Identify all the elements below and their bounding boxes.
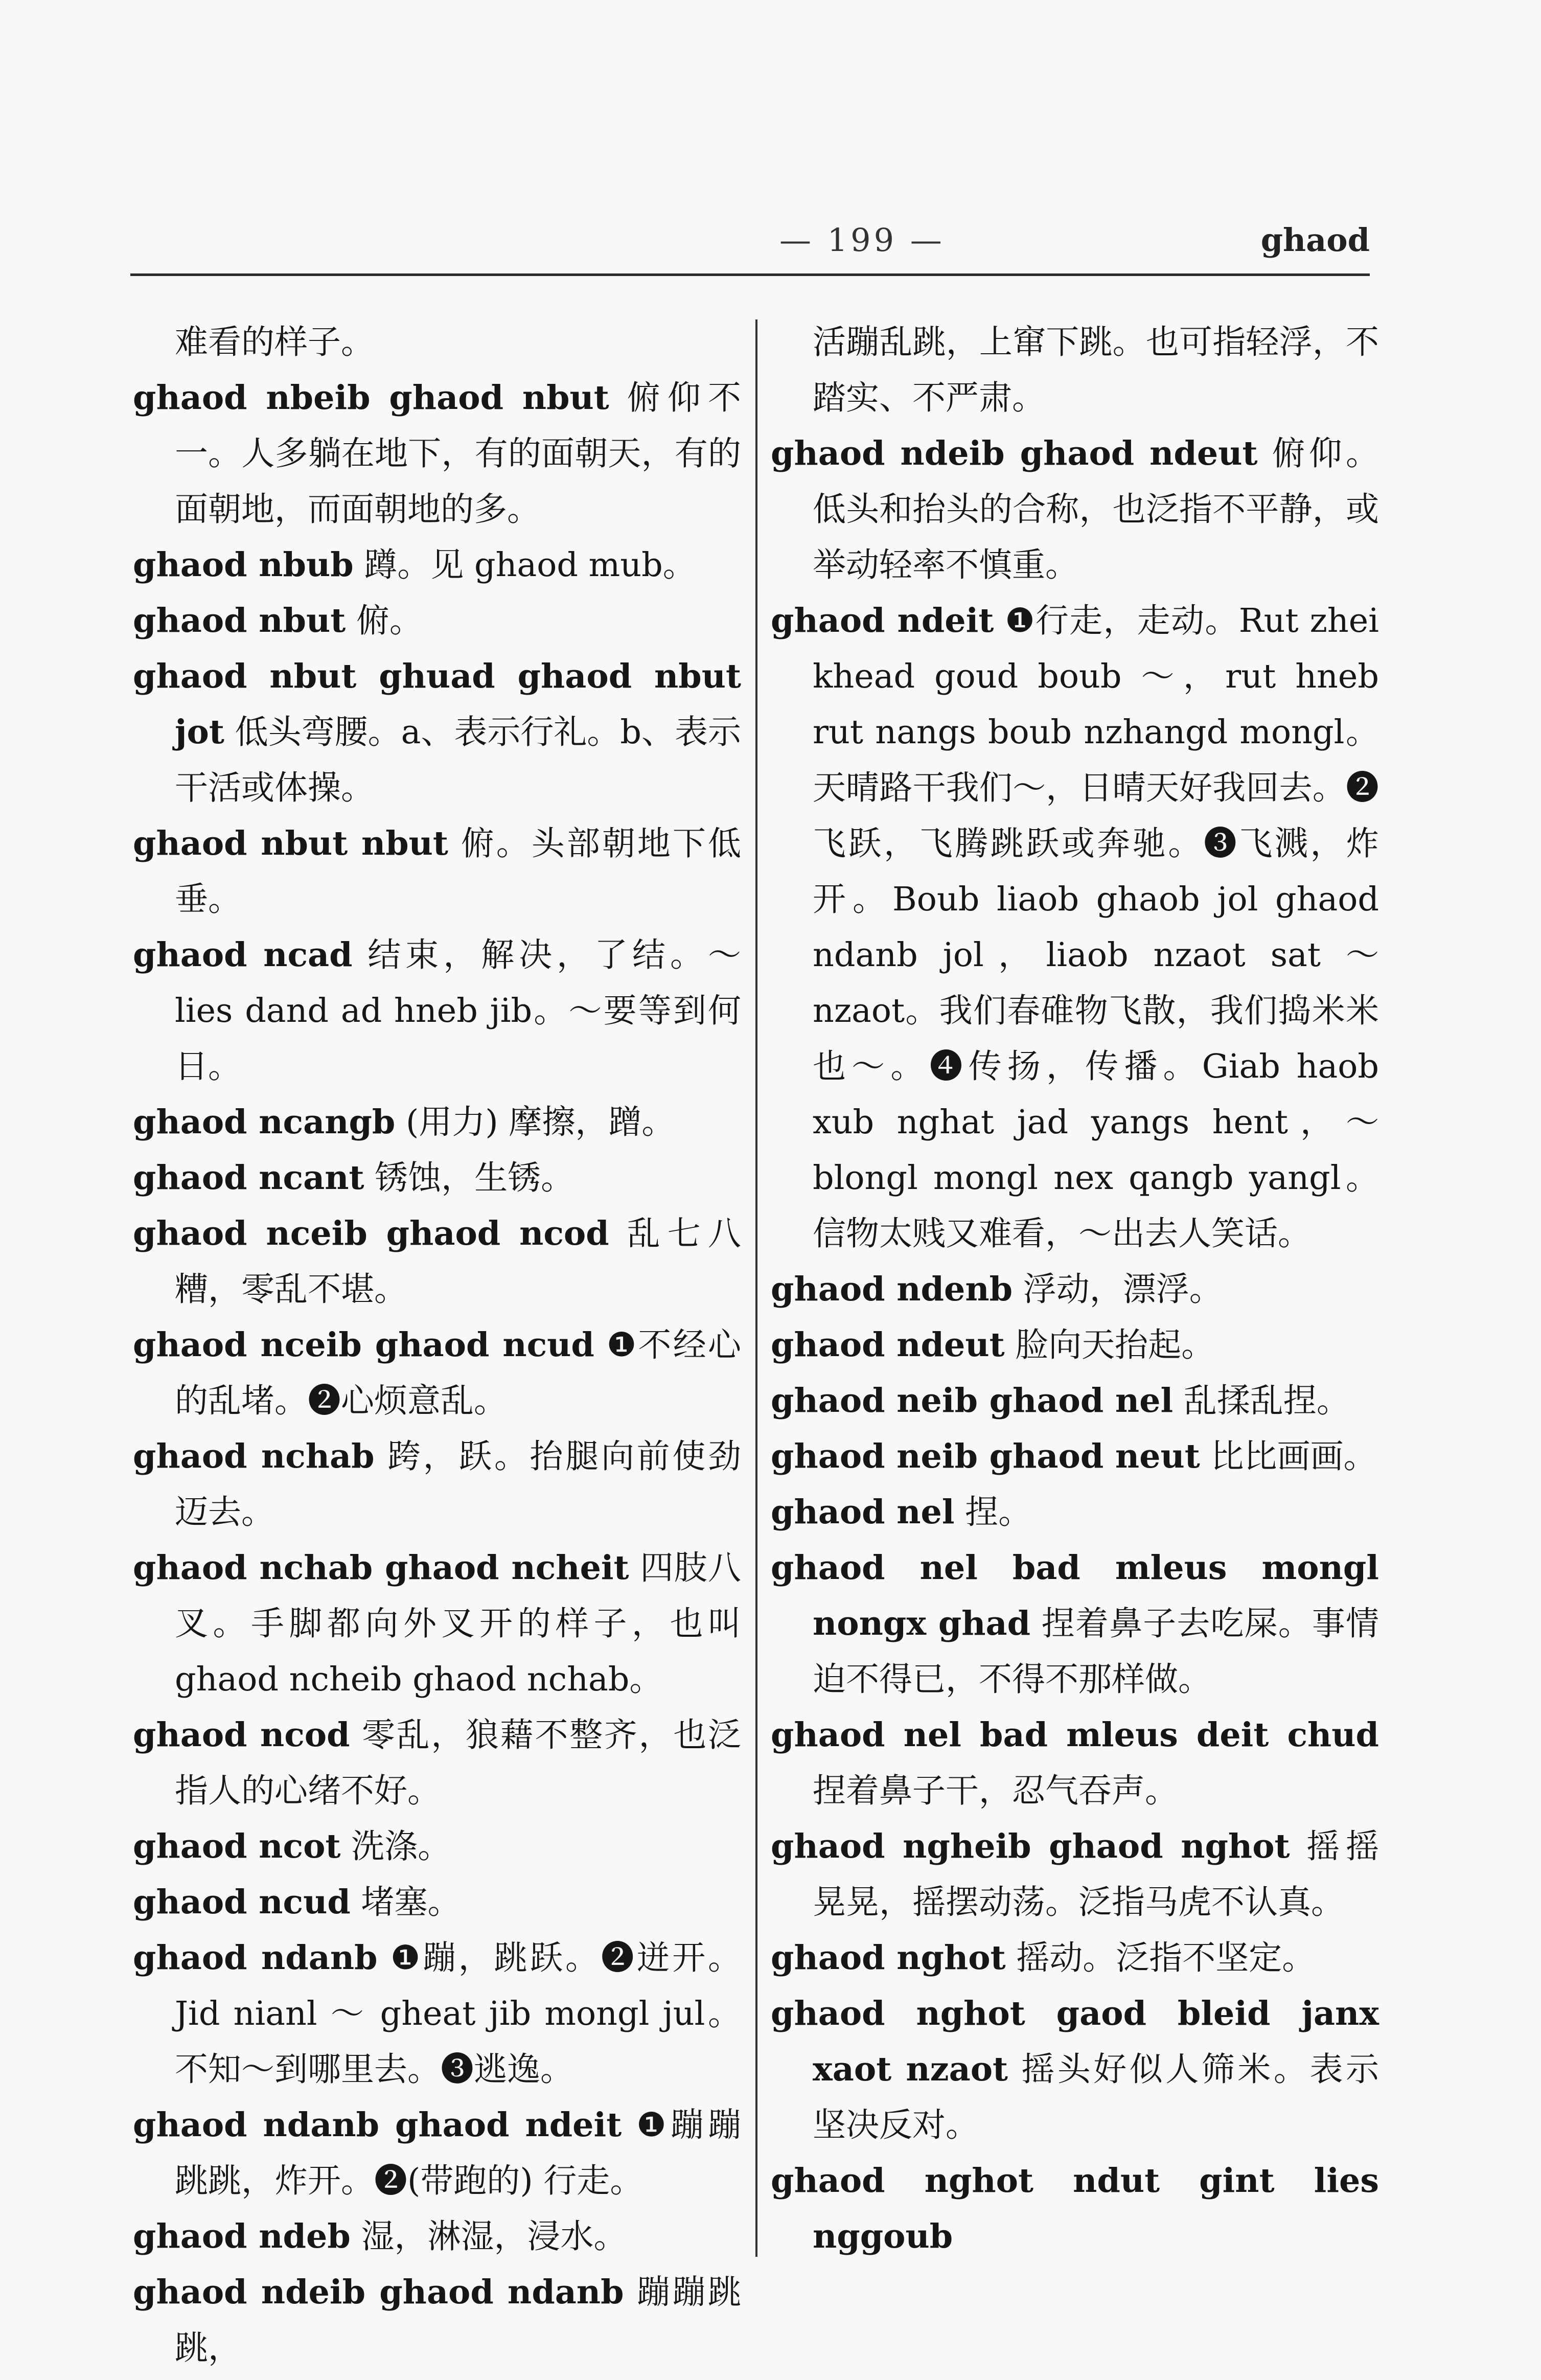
headword: ghaod ngheib ghaod nghot: [771, 1827, 1290, 1866]
headword: ghaod ndeut: [771, 1325, 1005, 1364]
dictionary-entry: [133, 593, 741, 649]
dictionary-entry: [133, 1429, 741, 1540]
definition: 俯仰。低头和抬头的合称，也泛指不平静，或举动轻率不慎重。: [813, 434, 1379, 584]
definition: ❶蹦，跳跃。❷迸开。Jid nianl ～ gheat jib mongl jul。不知～到哪里去。❸逃逸。: [175, 1939, 741, 2089]
headword: ghaod ncod: [133, 1715, 350, 1754]
headword: ghaod neib ghaod nel: [771, 1381, 1174, 1420]
headword: ghaod ndanb: [133, 1938, 378, 1977]
dictionary-entry: [133, 816, 741, 927]
definition: 蹲。见 ghaod mub。: [364, 546, 696, 584]
definition: 捏。: [965, 1493, 1032, 1531]
headword: ghaod ndenb: [771, 1270, 1013, 1309]
headword: ghaod ncant: [133, 1158, 364, 1197]
dictionary-entry: [133, 927, 741, 1094]
definition: ❶不经心的乱堵。❷心烦意乱。: [175, 1326, 741, 1420]
dictionary-entry: [133, 370, 741, 537]
page-header: [130, 217, 1370, 276]
dictionary-entry: [771, 1986, 1379, 2153]
left-column: [133, 314, 741, 2376]
dictionary-entry: [771, 1317, 1379, 1373]
dictionary-entry: [771, 1540, 1379, 1707]
definition: 跨，跃。抬腿向前使劲迈去。: [175, 1437, 741, 1531]
headword: ghaod nchab ghaod ncheit: [133, 1548, 629, 1587]
definition: 乱揉乱捏。: [1183, 1382, 1350, 1420]
headword: ghaod ndeit: [771, 601, 994, 640]
dictionary-entry: [133, 1707, 741, 1819]
definition: 乱七八糟，零乱不堪。: [175, 1215, 741, 1309]
dictionary-entry: [133, 1206, 741, 1317]
dictionary-entry: 活蹦乱跳，上窜下跳。也可指轻浮，不踏实、不严肃。: [813, 323, 1379, 417]
definition: 堵塞。: [361, 1883, 461, 1921]
definition: 俯。头部朝地下低垂。: [175, 825, 741, 919]
dictionary-entry: [133, 2209, 741, 2264]
headword: ghaod nel bad mleus deit chud: [771, 1715, 1379, 1754]
definition: 摇动。泛指不坚定。: [1016, 1939, 1316, 1977]
definition: 结束，解决，了结。～ lies dand ad hneb jib。～要等到何日。: [175, 936, 741, 1086]
headword: ghaod ndanb ghaod ndeit: [133, 2106, 622, 2144]
headword: ghaod nceib ghaod ncud: [133, 1325, 594, 1364]
headword: ghaod nbeib ghaod nbut: [133, 378, 609, 417]
dictionary-entry: [133, 1094, 741, 1150]
definition: 锈蚀，生锈。: [375, 1159, 574, 1197]
headword: ghaod nghot gaod bleid janx xaot nzaot: [771, 1994, 1379, 2089]
definition: 比比画画。: [1210, 1437, 1377, 1476]
definition: 低头弯腰。a、表示行礼。b、表示干活或体操。: [175, 713, 741, 807]
dictionary-entry: [771, 426, 1379, 593]
definition: 摇摇晃晃，摇摆动荡。泛指马虎不认真。: [813, 1827, 1379, 1921]
headword: ghaod nbut: [133, 601, 346, 640]
headword: ghaod neib ghaod neut: [771, 1437, 1200, 1476]
definition: ❶蹦蹦跳跳，炸开。❷(带跑的) 行走。: [175, 2106, 741, 2200]
headword: ghaod nchab: [133, 1437, 375, 1476]
dictionary-entry: [771, 2153, 1379, 2264]
definition: 湿，淋湿，浸水。: [361, 2217, 627, 2256]
dictionary-entry: [771, 1707, 1379, 1819]
page-number: — 199 —: [779, 221, 945, 259]
dictionary-entry: [133, 1317, 741, 1429]
dictionary-entry: [771, 1373, 1379, 1429]
dictionary-entry: [133, 1819, 741, 1874]
dictionary-entry: [133, 1540, 741, 1707]
dictionary-entry: [133, 2097, 741, 2209]
definition: 零乱，狼藉不整齐，也泛指人的心绪不好。: [175, 1716, 741, 1810]
dictionary-entry: 难看的样子。: [175, 323, 375, 361]
headword: ghaod nbub: [133, 545, 354, 584]
definition: 脸向天抬起。: [1015, 1326, 1215, 1364]
definition: 四肢八叉。手脚都向外叉开的样子，也叫 ghaod ncheib ghaod nchab。: [175, 1549, 741, 1699]
headword: ghaod nel bad mleus mongl nongx ghad: [771, 1548, 1379, 1643]
definition: 蹦蹦跳跳，: [175, 2273, 741, 2367]
dictionary-entry: [133, 2264, 741, 2376]
dictionary-entry: [133, 1150, 741, 1206]
definition: ❶行走，走动。Rut zhei khead goud boub ～，rut hneb rut nangs boub nzhangd mongl。天晴路干我们～，日晴天好我回去。❷飞跃，飞腾跳跃或奔驰。❸飞溅，炸开。Boub liaob ghaob jol ghaod ndanb jol，liaob nzaot sat ～ nzaot。我们春碓物飞散，我们捣米米也～。❹传扬，传播。Giab haob xub nghat jad yangs hent，～ blongl mongl nex qangb yangl。信物太贱又难看，～出去人笑话。: [813, 602, 1379, 1253]
headword: ghaod ndeib ghaod ndeut: [771, 434, 1258, 473]
headword: ghaod ndeib ghaod ndanb: [133, 2273, 624, 2312]
dictionary-entry: [133, 649, 741, 816]
definition: (用力) 摩擦，蹭。: [406, 1103, 675, 1141]
headword: ghaod ncad: [133, 935, 353, 974]
dictionary-entry: [133, 1874, 741, 1930]
definition: 洗涤。: [351, 1827, 451, 1866]
headword: ghaod nghot ndut gint lies nggoub: [771, 2161, 1379, 2256]
definition: 俯仰不一。人多躺在地下，有的面朝天，有的面朝地，而面朝地的多。: [175, 379, 741, 529]
dictionary-entry: [771, 1930, 1379, 1986]
dictionary-entry: [771, 1262, 1379, 1317]
headword: ghaod nbut nbut: [133, 824, 448, 863]
headword: ghaod nceib ghaod ncod: [133, 1214, 609, 1253]
definition: 浮动，漂浮。: [1023, 1270, 1223, 1309]
headword: ghaod ncangb: [133, 1103, 396, 1141]
definition: 捏着鼻子干，忍气吞声。: [813, 1772, 1179, 1810]
dictionary-entry: [771, 1819, 1379, 1930]
column-divider: [755, 319, 757, 2257]
dictionary-entry: [133, 1930, 741, 2097]
dictionary-entry: [771, 593, 1379, 1262]
headword: ghaod nghot: [771, 1938, 1006, 1977]
definition: 捏着鼻子去吃屎。事情迫不得已，不得不那样做。: [813, 1605, 1379, 1699]
headword: ghaod nbut ghuad ghaod nbut jot: [133, 657, 741, 751]
dictionary-entry: [771, 1429, 1379, 1484]
headword: ghaod nel: [771, 1493, 955, 1531]
dictionary-entry: [133, 537, 741, 593]
right-column: [771, 314, 1379, 2264]
dictionary-entry: [771, 1484, 1379, 1540]
definition: 俯。: [356, 602, 423, 640]
headword: ghaod ndeb: [133, 2217, 351, 2256]
running-head: ghaod: [1260, 221, 1370, 259]
definition: 摇头好似人筛米。表示坚决反对。: [813, 2050, 1379, 2144]
headword: ghaod ncot: [133, 1827, 341, 1866]
headword: ghaod ncud: [133, 1883, 351, 1921]
